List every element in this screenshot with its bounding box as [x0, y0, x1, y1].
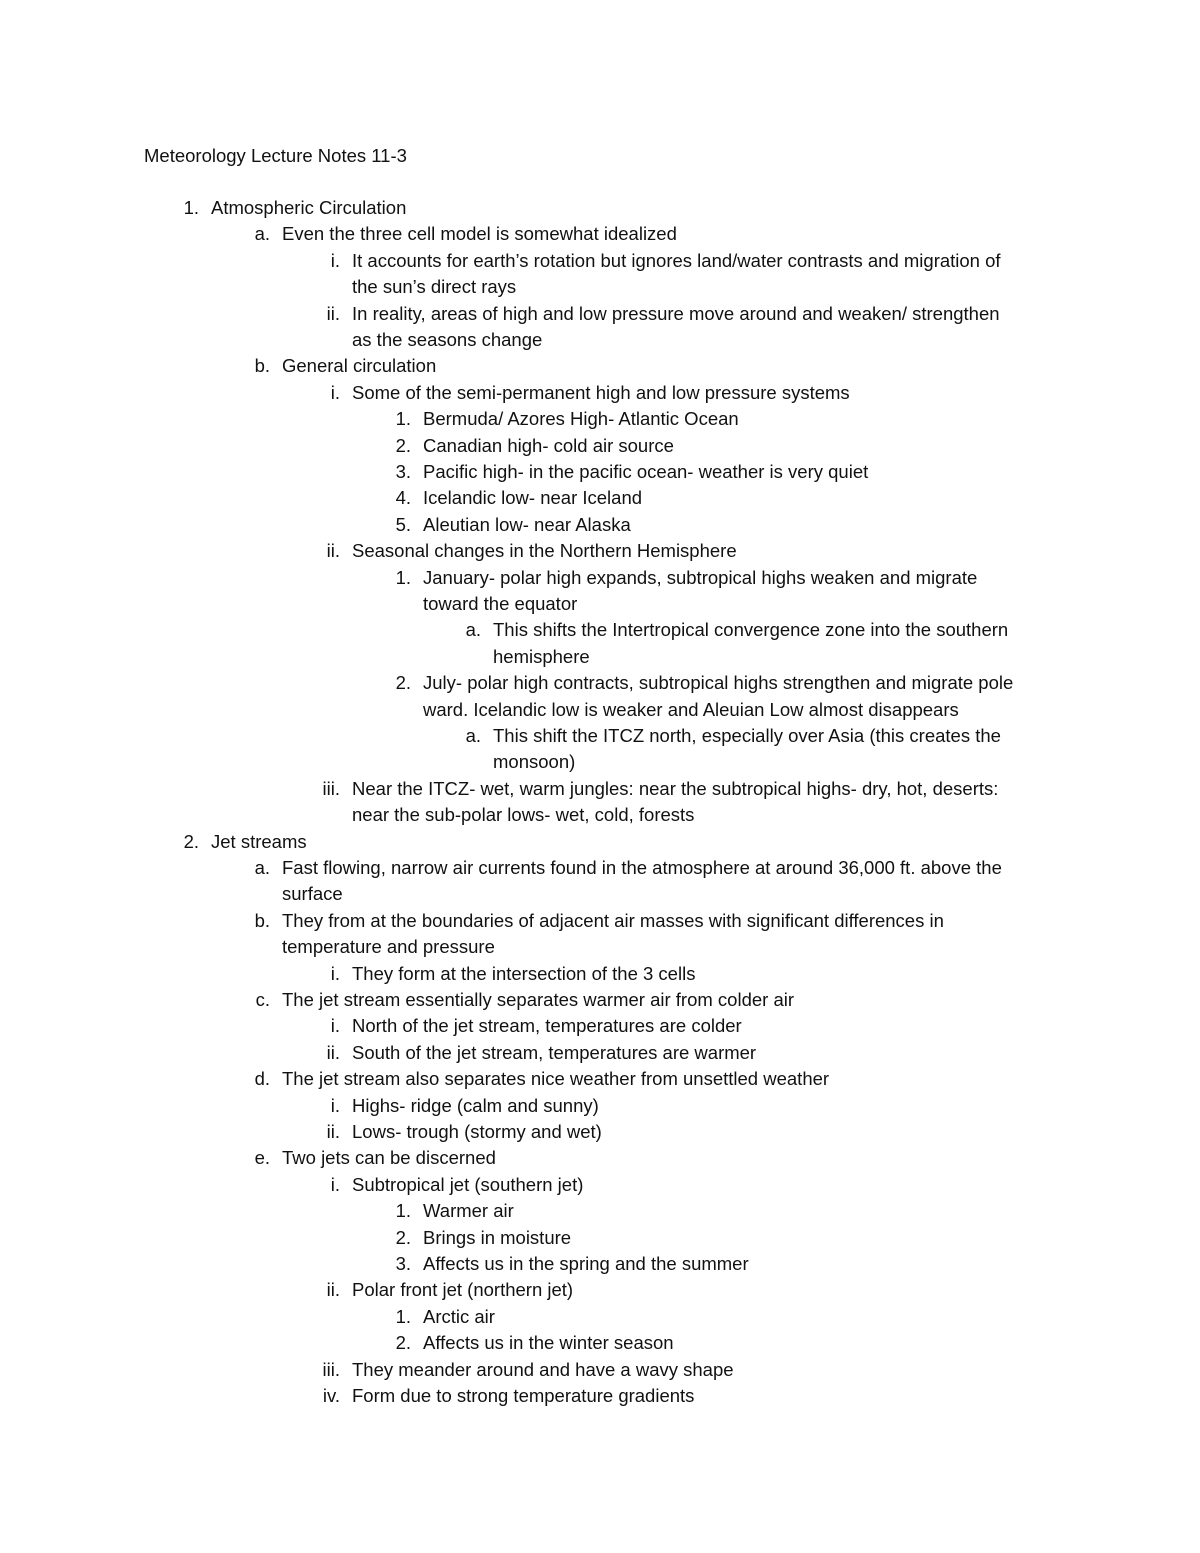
item-text: In reality, areas of high and low pressure move around and weaken/ strengthen	[352, 302, 1000, 324]
list-marker: i.	[330, 1015, 340, 1037]
item-text: January- polar high expands, subtropical highs weaken and migrate	[423, 566, 978, 588]
list-marker: 3.	[395, 461, 411, 482]
outline-item	[254, 1066, 830, 1092]
item-text: hemisphere	[493, 645, 590, 667]
outline-item	[326, 301, 1000, 354]
item-text: Even the three cell model is somewhat idealized	[282, 223, 677, 245]
item-text: This shift the ITCZ north, especially over Asia (this creates the	[493, 725, 1001, 746]
list-marker: ii.	[326, 1121, 340, 1142]
list-marker: ii.	[326, 540, 340, 562]
item-text: Brings in moisture	[423, 1226, 572, 1248]
list-marker: 1.	[395, 1305, 411, 1327]
item-text: Seasonal changes in the Northern Hemisphere	[352, 540, 737, 562]
item-text: Arctic air	[423, 1305, 495, 1327]
item-text: Near the ITCZ- wet, warm jungles: near the subtropical highs- dry, hot, deserts:	[352, 777, 999, 799]
list-marker: iv.	[322, 1385, 340, 1406]
list-marker: b.	[254, 355, 270, 377]
outline-item	[326, 1277, 574, 1303]
item-text: toward the equator	[423, 593, 578, 614]
outline-item	[326, 1040, 757, 1066]
outline-item	[183, 829, 307, 855]
item-text: Lows- trough (stormy and wet)	[352, 1121, 602, 1142]
list-marker: 5.	[395, 513, 411, 535]
list-marker: c.	[255, 989, 270, 1010]
outline-item	[395, 1225, 572, 1251]
outline-item	[330, 1013, 742, 1039]
item-text: July- polar high contracts, subtropical highs strengthen and migrate pole	[423, 672, 1014, 694]
outline-item	[330, 1093, 599, 1119]
item-text: North of the jet stream, temperatures are colder	[352, 1015, 742, 1037]
list-marker: 2.	[395, 1332, 411, 1354]
list-marker: ii.	[326, 1041, 340, 1063]
outline-item	[395, 485, 643, 511]
list-marker: 1.	[395, 1200, 411, 1222]
item-text: as the seasons change	[352, 329, 543, 350]
outline-item	[395, 512, 631, 538]
item-text: Warmer air	[423, 1200, 514, 1222]
list-marker: d.	[254, 1068, 270, 1090]
item-text: Jet streams	[211, 830, 307, 852]
list-marker: 1.	[395, 566, 411, 588]
list-marker: a.	[254, 857, 270, 878]
item-text: Fast flowing, narrow air currents found in the atmosphere at around 36,000 ft. above the	[282, 857, 1002, 878]
item-text: Two jets can be discerned	[282, 1147, 496, 1169]
list-marker: ii.	[326, 1279, 340, 1301]
outline-item	[395, 1251, 749, 1277]
item-text: It accounts for earth’s rotation but ignores land/water contrasts and migration of	[352, 249, 1001, 271]
list-marker: i.	[330, 962, 340, 984]
outline-item	[330, 248, 1001, 301]
outline-item	[183, 195, 407, 221]
item-text: near the sub-polar lows- wet, cold, forests	[352, 804, 695, 826]
list-marker: 2.	[395, 672, 411, 694]
outline-item	[465, 617, 1009, 670]
item-text: Affects us in the winter season	[423, 1332, 674, 1354]
item-text: surface	[282, 883, 343, 905]
item-text: Polar front jet (northern jet)	[352, 1279, 574, 1301]
item-text: temperature and pressure	[282, 936, 495, 958]
list-marker: iii.	[322, 777, 340, 799]
item-text: Icelandic low- near Iceland	[423, 487, 643, 509]
list-marker: b.	[254, 909, 270, 931]
outline-item	[330, 380, 850, 406]
item-text: Canadian high- cold air source	[423, 434, 674, 456]
outline-item	[254, 1145, 496, 1171]
item-text: Form due to strong temperature gradients	[352, 1385, 695, 1406]
list-marker: a.	[465, 619, 481, 641]
list-marker: iii.	[322, 1358, 340, 1380]
outline-item	[326, 538, 737, 564]
outline-item	[255, 987, 795, 1013]
list-marker: ii.	[326, 302, 340, 324]
item-text: Pacific high- in the pacific ocean- weather is very quiet	[423, 461, 869, 482]
outline-item	[254, 353, 437, 379]
outline-item	[322, 1357, 734, 1383]
item-text: Highs- ridge (calm and sunny)	[352, 1094, 599, 1116]
outline-item	[465, 723, 1001, 776]
item-text: This shifts the Intertropical convergence zone into the southern	[493, 619, 1009, 641]
item-text: They form at the intersection of the 3 cells	[352, 962, 696, 984]
page-title: Meteorology Lecture Notes 11-3	[144, 145, 407, 166]
outline-item	[330, 1172, 584, 1198]
item-text: Affects us in the spring and the summer	[423, 1253, 749, 1274]
outline-item	[254, 855, 1002, 908]
outline-item	[395, 1198, 514, 1224]
list-marker: 4.	[395, 487, 411, 509]
list-marker: 3.	[395, 1253, 411, 1274]
outline-item	[395, 459, 869, 485]
outline-item	[254, 908, 944, 961]
list-marker: i.	[330, 249, 340, 271]
item-text: The jet stream also separates nice weather from unsettled weather	[282, 1068, 830, 1090]
list-marker: a.	[465, 725, 481, 746]
item-text: Subtropical jet (southern jet)	[352, 1173, 584, 1195]
item-text: Atmospheric Circulation	[211, 197, 407, 218]
item-text: Bermuda/ Azores High- Atlantic Ocean	[423, 408, 739, 430]
outline-item	[322, 776, 999, 829]
outline-item	[322, 1383, 695, 1409]
list-marker: 1.	[395, 408, 411, 430]
outline-item	[395, 1330, 674, 1356]
list-marker: a.	[254, 223, 270, 245]
item-text: The jet stream essentially separates warmer air from colder air	[282, 989, 795, 1010]
list-marker: i.	[330, 1173, 340, 1195]
list-marker: e.	[254, 1147, 270, 1169]
outline-item	[395, 1304, 495, 1330]
item-text: Aleutian low- near Alaska	[423, 513, 631, 535]
list-marker: i.	[330, 1094, 340, 1116]
outline-item	[326, 1119, 602, 1145]
list-marker: 2.	[183, 830, 199, 852]
item-text: Some of the semi-permanent high and low pressure systems	[352, 381, 850, 403]
list-marker: i.	[330, 381, 340, 403]
outline-item	[395, 433, 674, 459]
list-marker: 1.	[183, 197, 199, 218]
list-marker: 2.	[395, 1226, 411, 1248]
outline-item	[254, 221, 677, 247]
item-text: South of the jet stream, temperatures are warmer	[352, 1041, 757, 1063]
item-text: ward. Icelandic low is weaker and Aleuian Low almost disappears	[423, 698, 959, 720]
item-text: They meander around and have a wavy shape	[352, 1358, 734, 1380]
outline-item	[395, 670, 1014, 723]
outline-item	[395, 406, 739, 432]
outline-item	[395, 565, 978, 618]
item-text: monsoon)	[493, 751, 576, 773]
outline-item	[330, 961, 696, 987]
item-text: the sun’s direct rays	[352, 276, 517, 298]
item-text: General circulation	[282, 355, 437, 377]
item-text: They from at the boundaries of adjacent air masses with significant differences in	[282, 909, 944, 931]
list-marker: 2.	[395, 434, 411, 456]
